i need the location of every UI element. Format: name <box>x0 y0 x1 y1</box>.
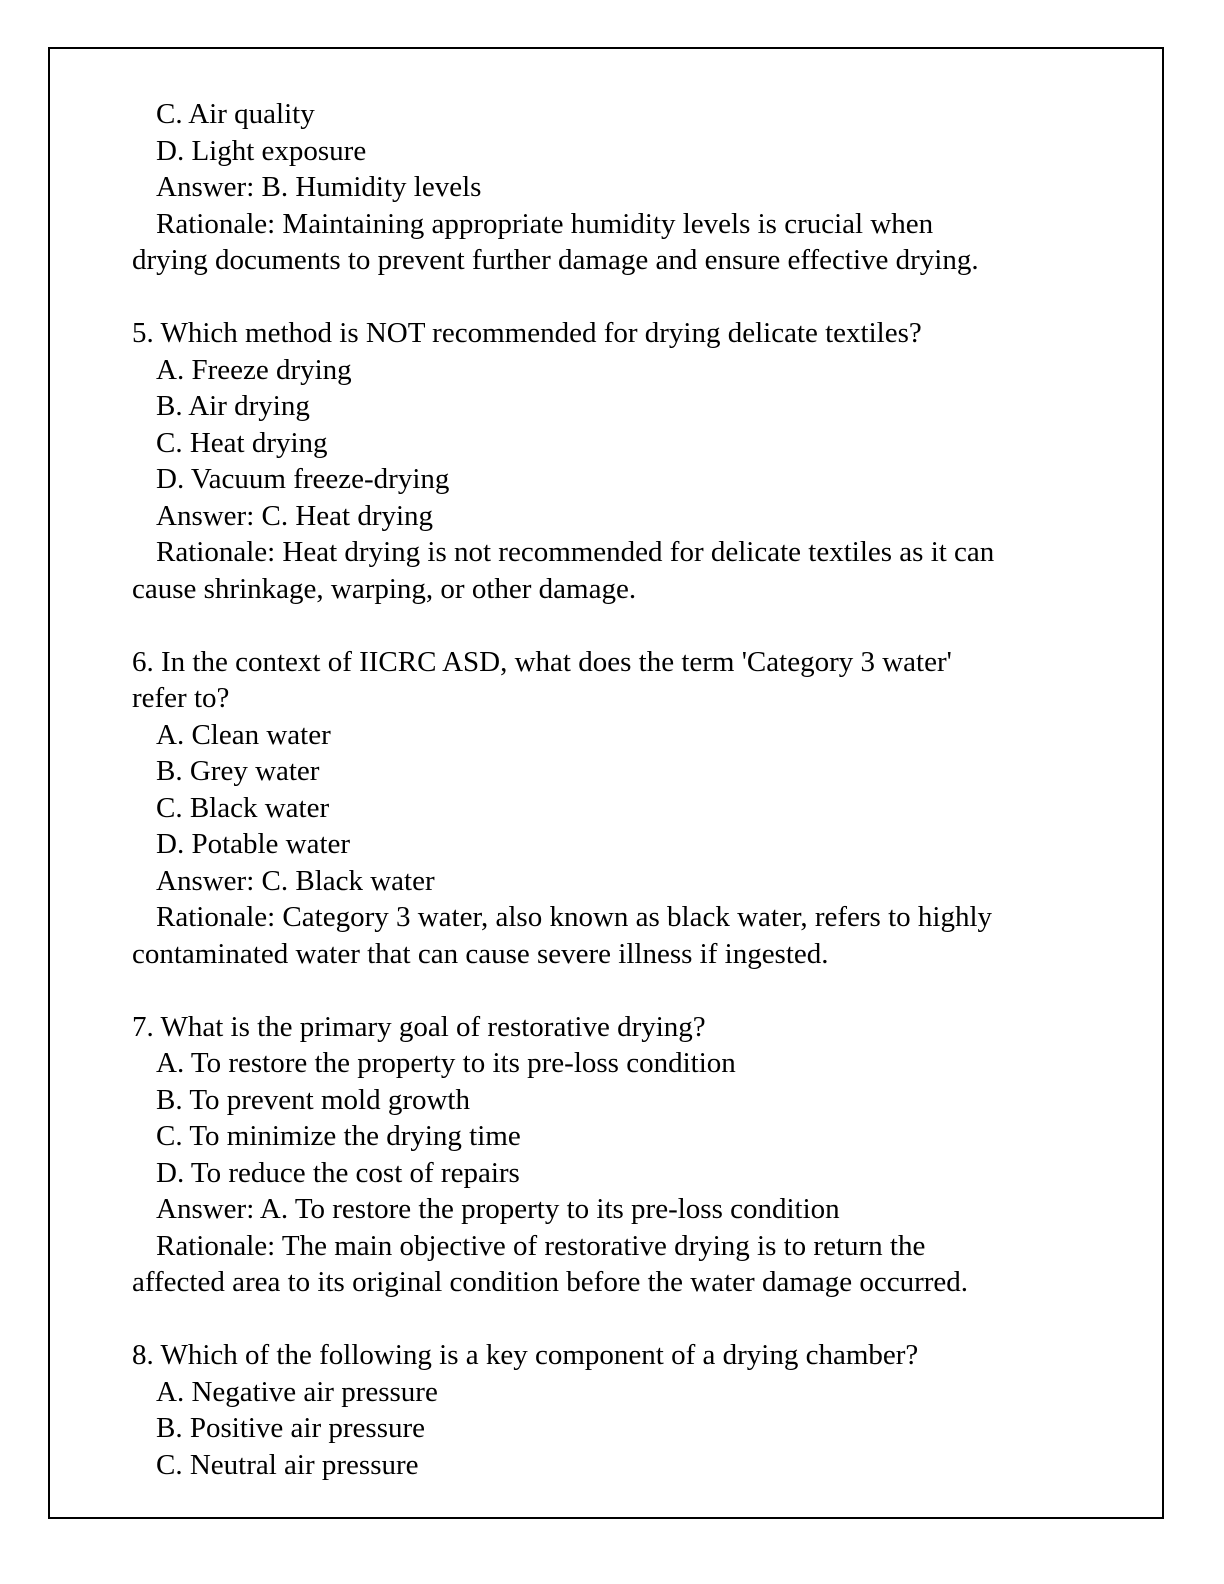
rationale-line: Rationale: Maintaining appropriate humidity levels is crucial when <box>156 207 934 240</box>
rationale-line: Rationale: Category 3 water, also known as black water, refers to highly <box>156 901 993 933</box>
rationale-line: contaminated water that can cause severe illness if ingested. <box>132 937 829 970</box>
option-line: B. Grey water <box>156 755 320 787</box>
option-line: D. Light exposure <box>156 134 367 167</box>
option-line: B. Air drying <box>156 390 310 422</box>
answer-line: Answer: C. Black water <box>156 864 435 897</box>
option-line: A. Negative air pressure <box>156 1375 438 1408</box>
question-text: 7. What is the primary goal of restorative drying? <box>132 1010 706 1043</box>
option-line: C. Air quality <box>156 98 315 130</box>
question-block-6 <box>132 644 1092 973</box>
question-text: 6. In the context of IICRC ASD, what does the term 'Category 3 water' <box>132 645 952 678</box>
question-block-continued <box>132 96 1092 279</box>
option-line: A. To restore the property to its pre-loss condition <box>156 1047 736 1079</box>
option-line: A. Freeze drying <box>156 353 352 386</box>
option-line: C. Neutral air pressure <box>156 1448 419 1481</box>
question-text: 5. Which method is NOT recommended for drying delicate textiles? <box>132 317 922 349</box>
question-block-8 <box>132 1337 1092 1483</box>
rationale-line: Rationale: Heat drying is not recommended for delicate textiles as it can <box>156 536 995 568</box>
option-line: C. Heat drying <box>156 426 328 459</box>
rationale-line: cause shrinkage, warping, or other damage. <box>132 572 637 605</box>
option-line: A. Clean water <box>156 718 331 751</box>
question-block-5 <box>132 315 1092 607</box>
option-line: B. Positive air pressure <box>156 1412 426 1444</box>
rationale-line: Rationale: The main objective of restorative drying is to return the <box>156 1229 926 1262</box>
question-text: 8. Which of the following is a key component of a drying chamber? <box>132 1339 919 1371</box>
answer-line: Answer: A. To restore the property to its pre-loss condition <box>156 1193 840 1225</box>
document-body <box>132 96 1092 1483</box>
option-line: C. Black water <box>156 791 330 824</box>
answer-line: Answer: C. Heat drying <box>156 499 434 532</box>
option-line: C. To minimize the drying time <box>156 1120 521 1152</box>
option-line: B. To prevent mold growth <box>156 1083 470 1116</box>
rationale-line: affected area to its original condition before the water damage occurred. <box>132 1266 969 1298</box>
option-line: D. Potable water <box>156 828 351 860</box>
option-line: D. To reduce the cost of repairs <box>156 1156 520 1189</box>
option-line: D. Vacuum freeze-drying <box>156 463 450 495</box>
answer-line: Answer: B. Humidity levels <box>156 171 482 203</box>
question-text: refer to? <box>132 682 230 714</box>
rationale-line: drying documents to prevent further damage and ensure effective drying. <box>132 244 979 276</box>
question-block-7 <box>132 1009 1092 1301</box>
